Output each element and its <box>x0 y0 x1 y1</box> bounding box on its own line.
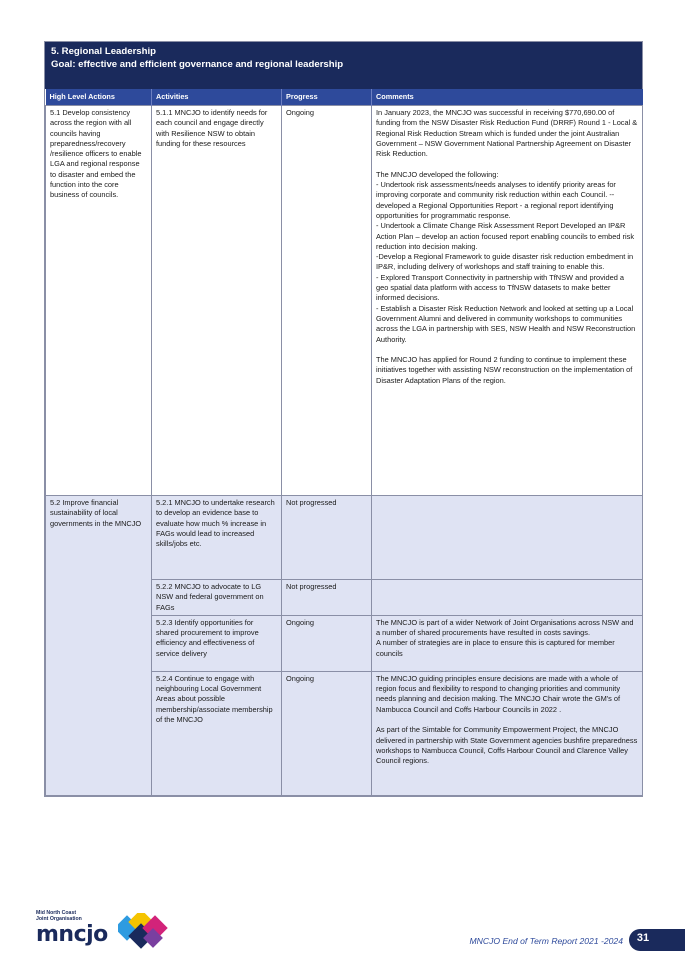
high-level-action-cell: 5.1 Develop consistency across the region with all councils having preparedness/recovery /resilience officers to enable LGA and regional response to disaster and embed the function into the core business of councils. <box>46 106 152 496</box>
table-row <box>46 106 643 496</box>
regional-leadership-section <box>44 41 643 797</box>
table-header-row <box>46 89 643 106</box>
progress-cell: Ongoing <box>282 671 372 795</box>
comments-cell <box>372 496 643 580</box>
activity-cell: 5.1.1 MNCJO to identify needs for each council and engage directly with Resilience NSW to obtain funding for these resources <box>152 106 282 496</box>
report-title-footer: MNCJO End of Term Report 2021 -2024 <box>469 936 623 946</box>
section-title: 5. Regional Leadership <box>51 46 157 57</box>
comments-cell <box>372 580 643 616</box>
activity-cell: 5.2.3 Identify opportunities for shared procurement to improve efficiency and effectiveness of service delivery <box>152 615 282 671</box>
table-row <box>46 496 643 580</box>
activity-cell: 5.2.4 Continue to engage with neighbouring Local Government Areas about possible membership/associate membership of the MNCJO <box>152 671 282 795</box>
logo-subtitle: Mid North Coast Joint Organisation <box>36 910 82 922</box>
section-goal: Goal: effective and efficient governance and regional leadership <box>51 59 344 70</box>
progress-cell: Ongoing <box>282 615 372 671</box>
activity-cell: 5.2.2 MNCJO to advocate to LG NSW and federal government on FAGs <box>152 580 282 616</box>
activity-cell: 5.2.1 MNCJO to undertake research to develop an evidence base to evaluate how much % increase in FAGs would lead to increased skills/jobs etc. <box>152 496 282 580</box>
comments-cell: The MNCJO is part of a wider Network of Joint Organisations across NSW and a number of shared procurements have resulted in costs savings. A number of strategies are in place to ensure this is captured for member councils <box>372 615 643 671</box>
high-level-action-cell: 5.2 Improve financial sustainability of local governments in the MNCJO <box>46 496 152 796</box>
mncjo-logo <box>36 910 176 955</box>
page-number: 31 <box>636 932 650 944</box>
actions-table <box>45 89 643 796</box>
logo-mark-icon <box>118 913 168 949</box>
column-header-actions: High Level Actions <box>46 89 152 106</box>
progress-cell: Not progressed <box>282 496 372 580</box>
progress-cell: Not progressed <box>282 580 372 616</box>
progress-cell: Ongoing <box>282 106 372 496</box>
column-header-comments: Comments <box>372 89 643 106</box>
comments-cell: In January 2023, the MNCJO was successful in receiving $770,690.00 of funding from the NSW Disaster Risk Reduction Fund (DRRF) Round 1 - Local & Regional Risk Reduction Stream which is funded under the joint Australian Government – NSW Government National Partnership Agreement on Disaster Risk Reduction. The MNCJO developed the following: - Undertook risk assessments/needs analyses to identify priority areas for improving corporate and community risk reduction within each Council. -- developed a Regional Opportunities Report - a regional report identifying opportunities for programmatic response. - Undertook a Climate Change Risk Assessment Report Developed an IP&R Action Plan – develop an action focused report enabling councils to embed risk reduction into decision making. -Develop a Regional Framework to guide disaster risk reduction embedment in IP&R, including delivery of workshops and staff training to enable this. - Explored Transport Connectivity in partnership with TfNSW and provided a geo spatial data platform with access to TfNSW datasets to make better informed decisions. - Establish a Disaster Risk Reduction Network and looked at setting up a Local Government Alumni and delivered in community workshops to communities across the LGA in partnership with SES, NSW Health and NSW Reconstruction Authority. The MNCJO has applied for Round 2 funding to continue to implement these initiatives together with assisting NSW reconstruction on the implementation of Disaster Adaptation Plans of the region. <box>372 106 643 496</box>
column-header-activities: Activities <box>152 89 282 106</box>
column-header-progress: Progress <box>282 89 372 106</box>
comments-cell: The MNCJO guiding principles ensure decisions are made with a whole of region focus and flexibility to respond to changing priorities and community needs planning and decision making. The MNCJO Chair wrote the GM's of Nambucca Council and Coffs Harbour Councils in 2022 . As part of the Simtable for Community Empowerment Project, the MNCJO delivered in partnership with State Government agencies bushfire preparedness workshops to Nambucca Council, Coffs Harbour Council and Clarence Valley Council regions. <box>372 671 643 795</box>
logo-wordmark: mncjo <box>36 922 108 947</box>
page-number-tab <box>629 929 685 951</box>
section-header <box>45 42 642 89</box>
